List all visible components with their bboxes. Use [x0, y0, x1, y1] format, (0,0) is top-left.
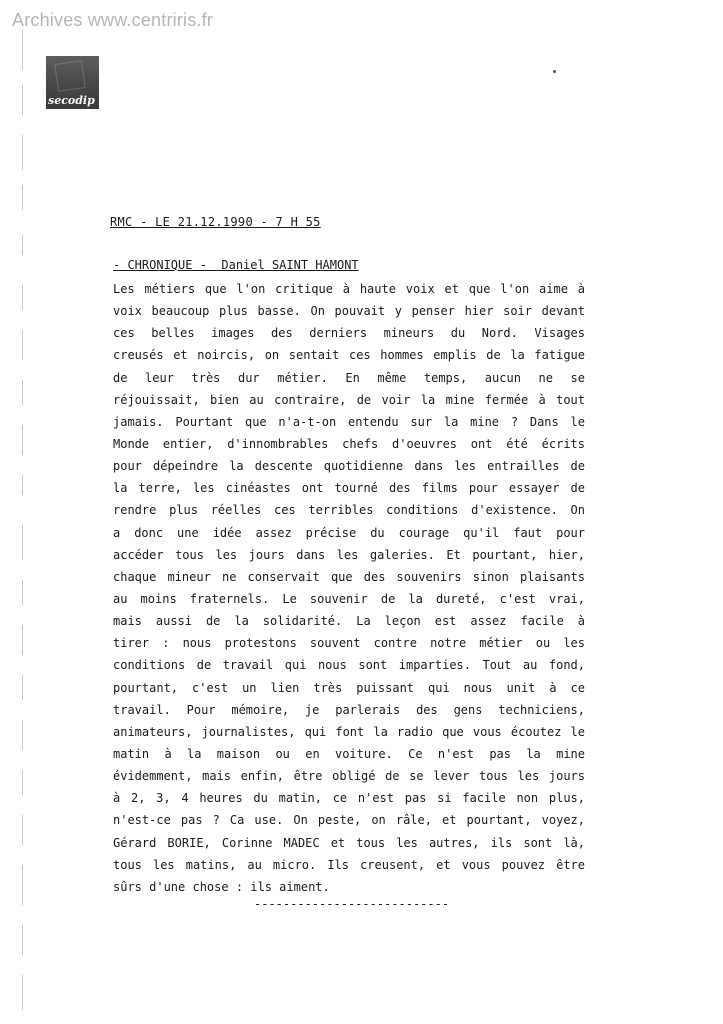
scan-margin-mark: [22, 185, 23, 210]
scan-speck: [553, 70, 556, 73]
body-line: mais aussi de la solidarité. La leçon est assez facile à: [113, 614, 585, 629]
body-line: au moins fraternels. Le souvenir de la dureté, c'est vrai,: [113, 591, 585, 606]
archive-watermark: Archives www.centriris.fr: [12, 10, 214, 30]
body-line: Les métiers que l'on critique à haute voix et que l'on aime à: [113, 282, 585, 296]
body-line: pourtant, c'est un lien très puissant qui nous unit à ce: [113, 680, 585, 695]
body-line: Gérard BORIE, Corinne MADEC et tous les autres, ils sont là,: [113, 835, 585, 850]
body-line: animateurs, journalistes, qui font la radio que vous écoutez le: [113, 724, 585, 739]
body-line: sûrs d'une chose : ils aiment.: [113, 879, 330, 894]
body-line: pour dépeindre la descente quotidienne dans les entrailles de: [113, 459, 585, 474]
body-line: accéder tous les jours dans les galeries. Et pourtant, hier,: [113, 547, 585, 562]
scan-margin-mark: [22, 30, 23, 70]
body-line: voix beaucoup plus basse. On pouvait y penser hier soir devant: [113, 304, 585, 319]
body-line: de leur très dur métier. En même temps, aucun ne se: [113, 370, 585, 385]
body-line: creusés et noircis, on sentait ces hommes emplis de la fatigue: [113, 348, 585, 363]
body-line: la terre, les cinéastes ont tourné des films pour essayer de: [113, 481, 585, 496]
scan-margin-mark: [22, 380, 23, 405]
scan-margin-mark: [22, 85, 23, 115]
scan-margin-mark: [22, 425, 23, 455]
scan-margin-mark: [22, 975, 23, 1010]
scan-margin-mark: [22, 770, 23, 795]
body-line: réjouissait, bien au contraire, de voir la mine fermée à tout: [113, 392, 585, 407]
body-line: tirer : nous protestons souvent contre notre métier ou les: [113, 636, 585, 651]
logo-emblem: [54, 60, 86, 92]
body-line: tous les matins, au micro. Ils creusent, et vous pouvez être: [113, 857, 585, 872]
scan-margin-mark: [22, 285, 23, 310]
broadcast-header: RMC - LE 21.12.1990 - 7 H 55: [110, 215, 321, 229]
scan-margin-mark: [22, 330, 23, 360]
scan-margin-mark: [22, 580, 23, 605]
scan-margin-mark: [22, 625, 23, 655]
scan-margin-mark: [22, 475, 23, 495]
logo-text: secodip: [48, 94, 95, 107]
scan-margin-mark: [22, 235, 23, 255]
body-line: jamais. Pourtant que n'a-t-on entendu sur la mine ? Dans le: [113, 414, 585, 429]
body-line: a donc une idée assez précise du courage qu'il faut pour: [113, 525, 585, 540]
scan-margin-mark: [22, 720, 23, 750]
body-line: à 2, 3, 4 heures du matin, ce n'est pas si facile non plus,: [113, 791, 585, 806]
body-line: travail. Pour mémoire, je parlerais des gens techniciens,: [113, 702, 585, 717]
body-line: évidemment, mais enfin, être obligé de se lever tous les jours: [113, 769, 585, 784]
scan-margin-mark: [22, 865, 23, 905]
body-line: rendre plus réelles ces terribles conditions d'existence. On: [113, 503, 585, 518]
body-line: matin à la maison ou en voiture. Ce n'est pas la mine: [113, 746, 585, 761]
scan-margin-mark: [22, 925, 23, 955]
scan-margin-mark: [22, 815, 23, 845]
secodip-logo: [46, 56, 99, 109]
body-line: chaque mineur ne conservait que des souvenirs sinon plaisants: [113, 569, 585, 584]
body-line: Monde entier, d'innombrables chefs d'oeuvres ont été écrits: [113, 436, 585, 451]
scan-margin-mark: [22, 525, 23, 560]
scan-margin-mark: [22, 135, 23, 170]
body-line: ces belles images des derniers mineurs du Nord. Visages: [113, 326, 585, 341]
end-rule: ---------------------------: [254, 897, 450, 911]
chronicle-body: [113, 278, 585, 898]
body-line: n'est-ce pas ? Ca use. On peste, on râle, et pourtant, voyez,: [113, 813, 585, 828]
scan-margin-mark: [22, 675, 23, 700]
body-line: conditions de travail qui nous sont imparties. Tout au fond,: [113, 658, 585, 673]
chronique-title: - CHRONIQUE - Daniel SAINT HAMONT: [113, 258, 359, 272]
